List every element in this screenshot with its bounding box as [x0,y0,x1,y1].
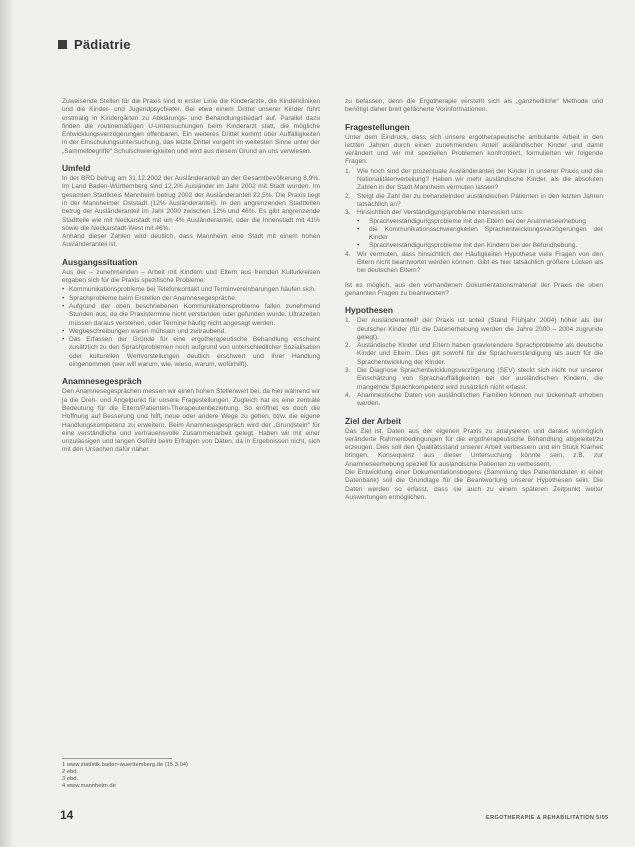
item-number: 1. [345,317,351,325]
list-item [345,392,603,409]
list-item [345,193,603,210]
frage-intro: Unter dem Eindruck, dass sich unsere ergotherapeutische ambulante Arbeit in den letzten Jahren durch einen zunehmenden Anteil ausländischer Kinder und damit verändert und wir mit speziellen Problemen konfrontiert, formulierten wir folgende Fragen: [345,133,603,166]
list-item [345,342,603,367]
item-text: Die Diagnose Sprachentwicklungsverzögerung (SEV) steckt sich nicht nur unserer Einschätzung von Sprachauffälligkeiten bei der ausländischen Kindern, die mangelnde Sprachkompetenz wird zusätzlich nicht erfasst. [357,367,603,391]
anamnese-paragraph: Den Anamnesegesprächen messen wir einen hohen Stellenwert bei, da hier während wir ja die Dreh- und Angelpunkt für unsere Fragestellungen. Zugleich hat es eine zentrale Bedeutung für die Eltern/Patienten-Therapeutenbeziehung. So eröffnet es doch die Hoffnung auf Besserung und hilft, neue oder andere Wege zu gehen, bzw. die eigene Handlungskompetenz zu erweitern. Beim Anamnesegespräch wird der „Grundstein“ für eine verständliche und vertrauensvolle Zusammenarbeit gelegt. Haben wir mit einer unzulässigen und langen Gefühl beim Erfragen von Daten, da in Ergebnissen nicht, sich mit den Ursachen dafür näher [62,388,320,454]
item-number: 3. [345,209,351,217]
page-number: 14 [60,808,74,822]
heading-fragestellungen: Fragestellungen [345,121,410,132]
running-footer-title: ERGOTHERAPIE & REHABILITATION 5/05 [486,815,609,821]
footnote: 1 www.statistik.baden-wuerttemberg.de (15.3.04) [62,762,188,768]
heading-anamnesegespraech: Anamnesegespräch [62,376,142,387]
list-item: • Kommunikationsprobleme bei Telefonkontakt und Terminvereinbarungen häufen sich. [62,286,320,294]
list-item: • Aufgrund der oben beschriebenen Kommunikationsprobleme fallen zunehmend Stunden aus, da die Praxistermine nicht verstanden oder gefunden wurde. Ultrazeiten müssen daraus verstehen, oder Termine häufig nicht angesagt werden. [62,303,320,328]
footnote: 4 www.mannheim.de [62,783,116,789]
umfeld-paragraph: In der BRD betrug am 31.12.2002 der Ausländeranteil an der Gesamtbevölkerung 8,9%. Im Land Baden-Württemberg sind 12,2% Ausländer im Jahr 2002 mit Stadt wurden. Im gesamten Stadtkreis Mannheim betrug 2002 der Ausländeranteil 22,5%. Die Praxis liegt in der Mannheimer Oststadt (12% Ausländeranteil). In den angrenzenden Stadtteilen betrug der Ausländeranteil im Jahr 2000 zwischen 12% und 46%. Es gibt angrenzende Stadtteile wie mit Neckarstadt mit um 4% Ausländeranteil, oder die Innenstadt mit 41% sowie die Neckarstadt-West mit 46%. Anhand dieser Zahlen wird deutlich, dass Mannheim eine Stadt mit einem hohen Ausländeranteil ist. [62,175,320,249]
page-gutter-shadow [0,0,14,847]
section-header [58,37,131,52]
item-text: Anamnestische Daten von ausländischen Familien können nur lückenhaft erhoben werden. [357,391,603,408]
list-item: • Sprachprobleme beim Erstellen der Anamnesegespräche. [62,295,320,303]
list-item [345,209,603,250]
item-number: 2. [345,342,351,350]
heading-ziel-der-arbeit: Ziel der Arbeit [345,415,401,426]
item-number: 1. [345,167,351,175]
footnote-divider [62,758,172,759]
list-item: • Das Erfassen der Gründe für eine ergotherapeutische Behandlung erscheint zusätzlich zu den Sprachproblemen noch aufgrund von unterschiedlicher Sozialisation oder kulturellen Wertvorstellungen deutlich erschwert und ihrer Handlung eingenommen (wer will warum, wie, wieso, warum, wofürhilft). [62,336,320,369]
ausgang-bullet-list [62,286,320,369]
section-title: Pädiatrie [74,37,131,52]
item-text: Ausländische Kinder und Eltern haben gravierendere Sprachprobleme als deutsche Kinder und Eltern. Dies gilt sowohl für die Sprachverständigung als auch für die Sprachentwicklung der Kinder. [357,342,603,366]
item-number: 4. [345,250,351,258]
list-item: • Sprachverständigungsprobleme mit den Kindern bei der Befundhebung. [357,242,603,250]
footnote: 3 ebd. [62,776,79,782]
header-square-marker [58,40,67,49]
list-item [345,168,603,193]
frage-outro: Ist es möglich, aus den vorhandenen Dokumentationsmaterial der Praxis die oben genannten Fragen zu beantworten? [345,281,603,297]
list-item [345,367,603,392]
sub-bullet-list [357,218,603,251]
right-column [345,98,603,503]
frage-numbered-list [345,168,603,276]
item-text: Steigt die Zahl der zu behandelnden ausländischen Patienten in den letzten Jahren tatsächlich an? [357,192,603,208]
list-item [345,317,603,342]
ziel-paragraph: Das Ziel ist, Daten aus der eigenen Praxis zu analysieren und daraus womöglich veränderte Rahmenbedingungen für die ergotherapeutische Behandlung abgeleitet/zu erzeugen. Dies soll den Qualitätsstand unserer Arbeit verbessern und ein Stück Klarheit bringen. Konsequenz aus dieser Untersuchung könnte sein, z.B. zur Anamneseerhebung speziell für ausländische Patienten zu verbessern. Die Entwicklung einer Dokumentationsbogens (Sammlung des Patientendaten in einer Datenbank) soll die Grundlage für die Beantwortung unserer Hypothesen sein. Die Daten werden so erfasst, dass sie auch zu einem späteren Zeitpunkt weiter Auswertungen ermöglichen. [345,427,603,501]
item-text: Hinsichtlich der Verständigungsprobleme interessiert uns: [357,209,524,217]
footnotes [62,762,320,790]
item-text: Wie hoch sind der prozentuale Ausländeranteil der Kinder in unserer Praxis und die Nationalitätenverteilung? Haben wir mehr ausländische Kinder, als die absoluten Zahlen in der Stadt Mannheim vermuten lassen? [357,167,603,192]
item-text: Wir vermuten, dass hinsichtlich der Häufigkeiten Hypothese viele Fragen von den Eltern nicht beantwortet werden können. Gibt es hier tatsächlich größere Lücken als bei deutschen Eltern? [357,250,603,275]
heading-hypothesen: Hypothesen [345,305,393,316]
item-number: 4. [345,391,351,399]
item-text: Der Ausländeranteil³ der Praxis ist anteil (Stand Frühjahr 2004) höher als der deutscher Kinder (für die Datenerhebung werden die Jahre 2000 – 2004 zugrunde gelegt). [357,317,603,341]
intro-paragraph: Zuweisende Stellen für die Praxis sind in erster Linie die Kinderärzte, die Kinderkliniken und die Kinder- und Jugendpsychiater. Bei etwa einem Drittel unserer Kinder führt erstmalig in Kindergärten zu Abklärungs- und Behandlungsbedarf auf. Parallel dazu finden die routinemäßigen U-Untersuchungen beim Kinderarzt statt, die mögliche Entwicklungsverzögerungen offenbaren. Ein weiteres Drittel kommt über Auffälligkeiten in der Einschulungsuntersuchung, das letzte Drittel vorgeht im weitesten Sinne unter der „Sammelbegriffe“ Schulschwierigkeiten und wird aus diesem Grund an uns verwiesen. [62,98,320,155]
item-number: 3. [345,367,351,375]
list-item: • Wegbeschreibungen waren mühsam und zeitraubend. [62,328,320,336]
ausgang-intro: Aus der – zunehmenden – Arbeit mit Kindern und Eltern aus fremden Kulturkreisen ergaben sich für die Praxis spezifische Probleme: [62,268,320,285]
left-column [62,98,320,456]
heading-umfeld: Umfeld [62,163,91,174]
list-item [345,251,603,276]
hypothesen-numbered-list [345,317,603,408]
footnote: 2 ebd. [62,769,79,775]
item-number: 2. [345,192,351,200]
list-item: • Sprachverständigungsprobleme mit den Eltern bei der Anamneseerhebung [357,218,603,226]
list-item: • die Kommunikationsschwierigkeiten Sprachentwicklungsverzögerungen der Kinder [357,226,603,243]
heading-ausgangssituation: Ausgangssituation [62,256,138,267]
continuation-paragraph: zu befassen, denn die Ergotherapie versteht sich als „ganzheitliche“ Methode und benötigt daher breit gefächerte Vorinformationen. [345,98,603,114]
